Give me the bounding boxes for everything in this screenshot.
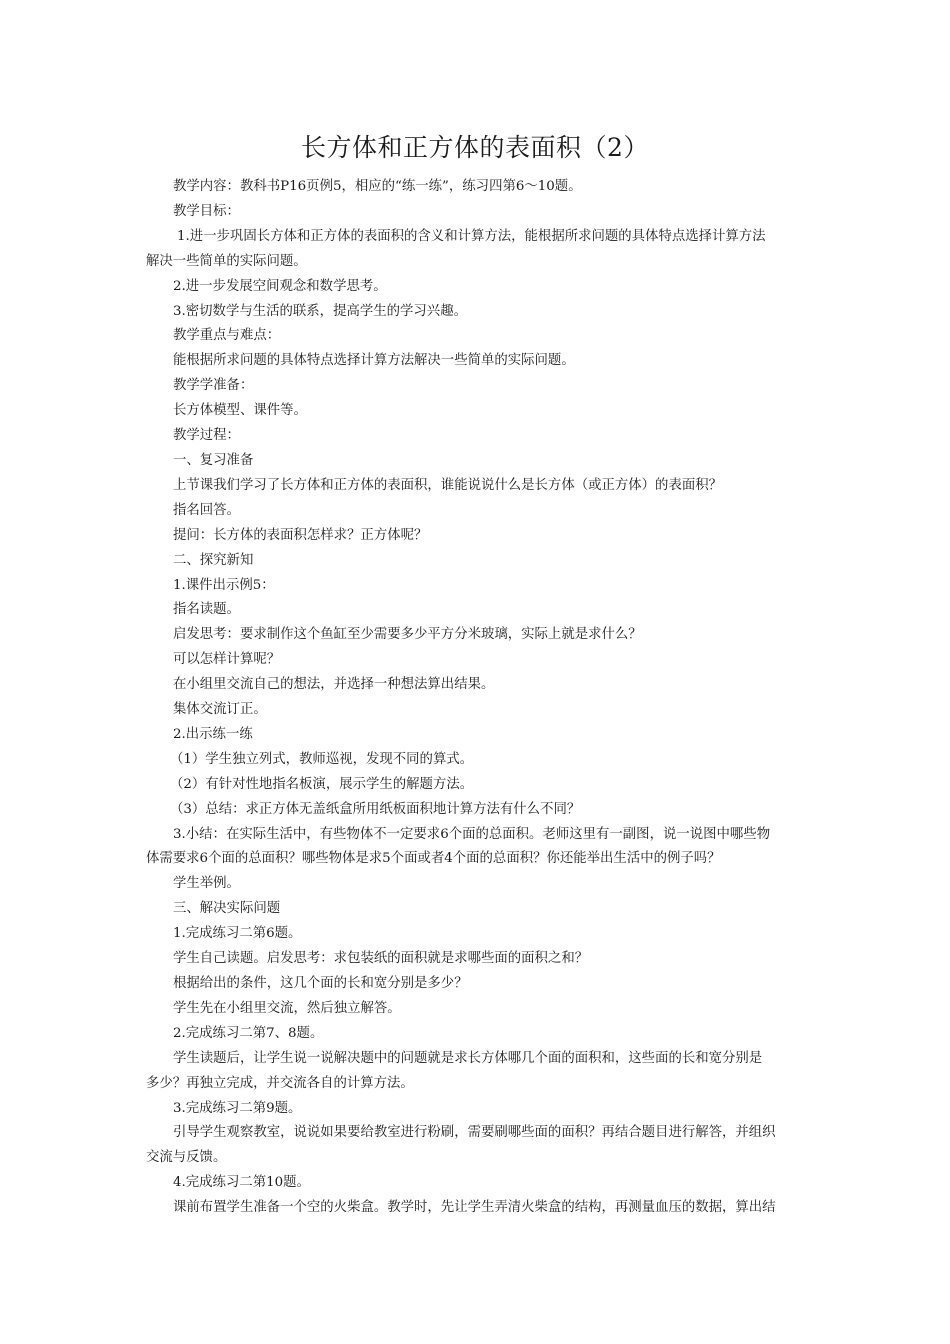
paragraph-line: 4.完成练习二第10题。 — [173, 1175, 310, 1191]
paragraph-line: 学生自己读题。启发思考：求包装纸的面积就是求哪些面的面积之和？ — [173, 951, 589, 967]
paragraph-continuation-line: 解决一些简单的实际问题。 — [146, 253, 307, 269]
paragraph-line: 指名读题。 — [173, 602, 240, 618]
paragraph-line: 教学目标： — [173, 203, 240, 219]
paragraph-line: 能根据所求问题的具体特点选择计算方法解决一些简单的实际问题。 — [173, 353, 575, 369]
paragraph-continuation-line: 体需要求6个面的总面积？哪些物体是求5个面或者4个面的总面积？你还能举出生活中的例子吗？ — [146, 851, 721, 867]
paragraph-line: 2.进一步发展空间观念和数学思考。 — [173, 278, 387, 294]
paragraph-line: 二、探究新知 — [173, 552, 254, 568]
paragraph-line: 上节课我们学习了长方体和正方体的表面积，谁能说说什么是长方体（或正方体）的表面积？ — [173, 477, 723, 493]
paragraph-line: 课前布置学生准备一个空的火柴盒。教学时，先让学生弄清火柴盒的结构，再测量血压的数据，算出结 — [173, 1200, 776, 1216]
paragraph-line: 3.小结：在实际生活中，有些物体不一定要求6个面的总面积。老师这里有一副图，说一说图中哪些物 — [173, 826, 771, 842]
paragraph-line: 学生读题后，让学生说一说解决题中的问题就是求长方体哪几个面的面积和，这些面的长和宽分别是 — [173, 1050, 763, 1066]
paragraph-line: 教学学准备： — [173, 378, 254, 394]
paragraph-line: 2.出示练一练 — [173, 726, 253, 742]
document-title: 长方体和正方体的表面积（2） — [301, 133, 649, 162]
paragraph-line: 学生先在小组里交流，然后独立解答。 — [173, 1000, 401, 1016]
paragraph-line: 根据给出的条件，这几个面的长和宽分别是多少？ — [173, 976, 468, 991]
paragraph-line: 三、解决实际问题 — [173, 901, 281, 917]
paragraph-line: 教学内容：教科书P16页例5，相应的“练一练”，练习四第6～10题。 — [173, 179, 582, 194]
paragraph-continuation-line: 多少？再独立完成，并交流各自的计算方法。 — [146, 1075, 414, 1091]
paragraph-line: 集体交流订正。 — [173, 702, 267, 718]
paragraph-line: 指名回答。 — [173, 502, 240, 518]
paragraph-line: 学生举例。 — [173, 876, 240, 892]
paragraph-line: 3.密切数学与生活的联系，提高学生的学习兴趣。 — [173, 303, 467, 319]
paragraph-line: 1.完成练习二第6题。 — [173, 926, 302, 942]
paragraph-line: 教学重点与难点： — [173, 328, 281, 344]
paragraph-line: 长方体模型、课件等。 — [173, 403, 307, 419]
paragraph-line: （1）学生独立列式，教师巡视，发现不同的算式。 — [170, 751, 474, 767]
paragraph-line: （2）有针对性地指名板演，展示学生的解题方法。 — [170, 776, 474, 792]
paragraph-line: 一、复习准备 — [173, 452, 254, 468]
paragraph-line: 2.完成练习二第7、8题。 — [173, 1025, 324, 1041]
paragraph-line: 提问：长方体的表面积怎样求？正方体呢？ — [173, 527, 428, 543]
paragraph-line: 1.进一步巩固长方体和正方体的表面积的含义和计算方法，能根据所求问题的具体特点选择计算方法 — [177, 228, 766, 244]
paragraph-line: 1.课件出示例5： — [173, 577, 275, 593]
document-body — [146, 175, 810, 1221]
paragraph-line: 教学过程： — [173, 428, 240, 444]
paragraph-line: 可以怎样计算呢？ — [173, 652, 281, 668]
paragraph-continuation-line: 交流与反馈。 — [146, 1150, 227, 1166]
paragraph-line: 3.完成练习二第9题。 — [173, 1100, 302, 1116]
paragraph-line: （3）总结：求正方体无盖纸盒所用纸板面积地计算方法有什么不同？ — [170, 801, 581, 817]
paragraph-line: 引导学生观察教室，说说如果要给教室进行粉刷，需要刷哪些面的面积？再结合题目进行解答，并组织 — [173, 1125, 776, 1141]
paragraph-line: 启发思考：要求制作这个鱼缸至少需要多少平方分米玻璃，实际上就是求什么？ — [173, 627, 642, 643]
paragraph-line: 在小组里交流自己的想法，并选择一种想法算出结果。 — [173, 677, 495, 693]
